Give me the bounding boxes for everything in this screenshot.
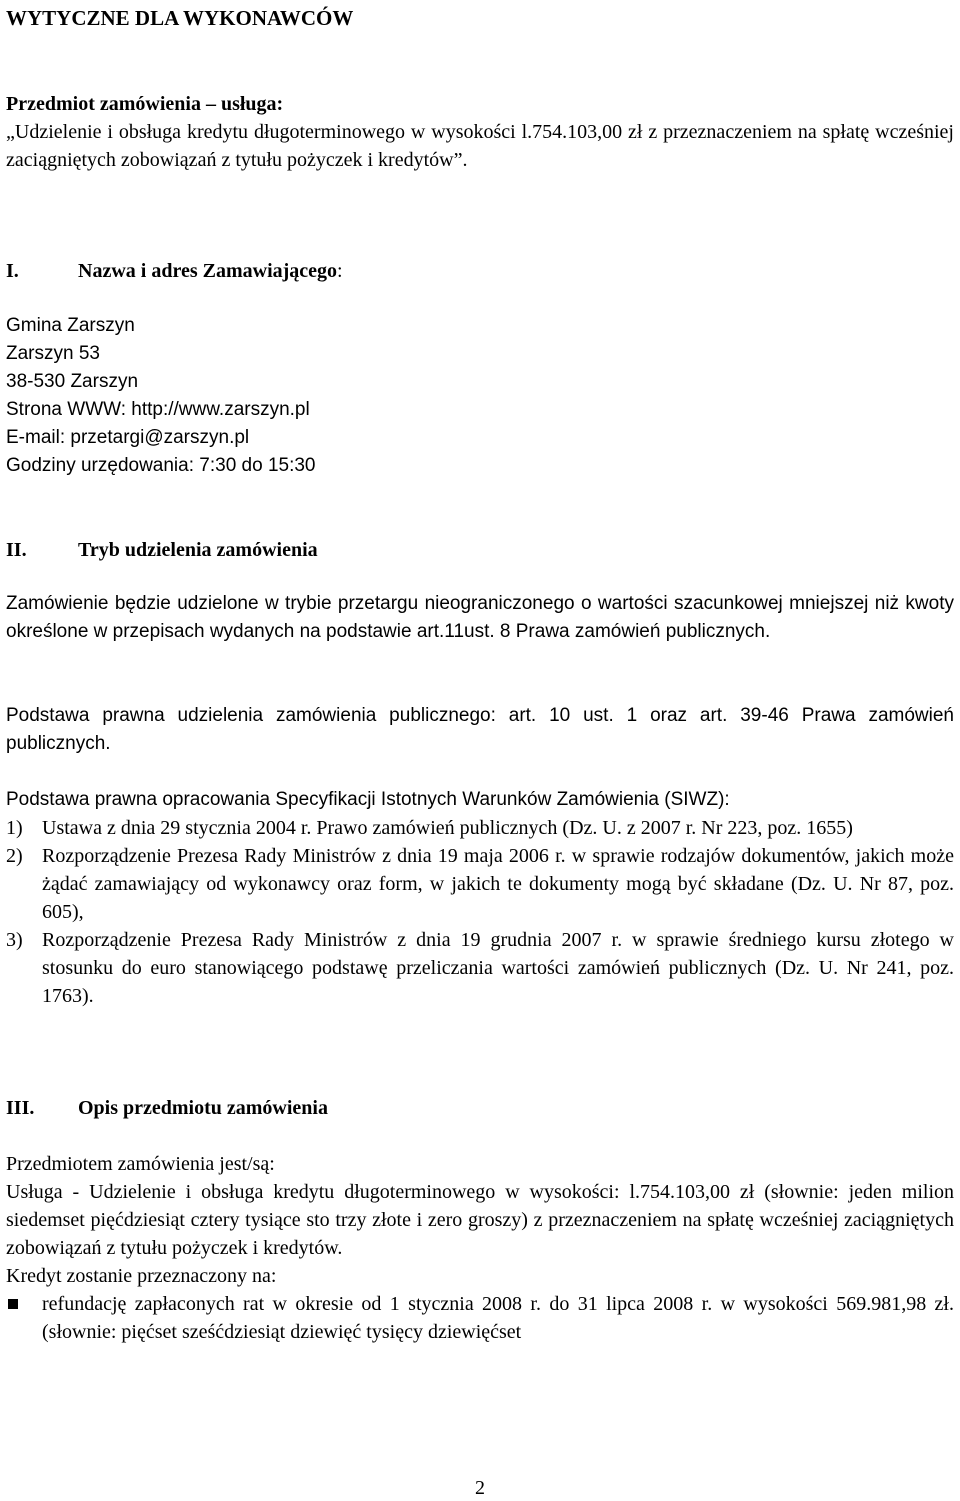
credit-purpose-label: Kredyt zostanie przeznaczony na: <box>6 1265 277 1287</box>
subject-intro: Przedmiotem zamówienia jest/są: <box>6 1153 275 1175</box>
subject-label: Przedmiot zamówienia – usługa: <box>6 93 284 115</box>
website-line: Strona WWW: http://www.zarszyn.pl <box>6 399 310 420</box>
procedure-paragraph: Zamówienie będzie udzielone w trybie przetargu nieograniczonego o wartości szacunkowej mniejszej niż kwoty określone w przepisach wydanych na podstawie art.11ust. 8 Prawa zamówień publicznych. <box>6 593 954 642</box>
credit-purpose-list <box>6 1290 954 1346</box>
list-item-text: Rozporządzenie Prezesa Rady Ministrów z dnia 19 maja 2006 r. w sprawie rodzajów dokumentów, jakich może żądać zamawiający od wykonawcy oraz form, w jakich te dokumenty mogą być składane (Dz. U. Nr 87, poz. 605), <box>42 845 954 923</box>
section-number: III. <box>6 1097 35 1119</box>
list-item-text: Ustawa z dnia 29 stycznia 2004 r. Prawo zamówień publicznych (Dz. U. z 2007 r. Nr 223, poz. 1655) <box>42 817 853 839</box>
address-line: Zarszyn 53 <box>6 343 100 364</box>
address-line: 38-530 Zarszyn <box>6 371 139 392</box>
page-number: 2 <box>475 1477 485 1499</box>
section-number: I. <box>6 260 19 282</box>
list-item-number: 1) <box>6 817 23 839</box>
section-title: Nazwa i adres Zamawiającego <box>78 260 338 282</box>
section-3-heading <box>6 1094 954 1122</box>
list-item-number: 2) <box>6 845 23 867</box>
contracting-authority-address <box>6 312 954 480</box>
section-number: II. <box>6 539 27 561</box>
service-description: Usługa - Udzielenie i obsługa kredytu długoterminowego w wysokości: l.754.103,00 zł (słownie: jeden milion siedemset pięćdziesiąt cztery tysiące sto trzy złote i zero groszy) z przeznaczeniem na spłatę wcześniej zaciągniętych zobowiązań z tytułu pożyczek i kredytów. <box>6 1181 954 1259</box>
document-title: WYTYCZNE DLA WYKONAWCÓW <box>6 6 354 30</box>
list-item-number: 3) <box>6 929 23 951</box>
section-title: Opis przedmiotu zamówienia <box>78 1097 328 1119</box>
section-1-heading <box>6 257 954 285</box>
section-2-heading <box>6 536 954 564</box>
section-title-suffix: : <box>337 260 343 282</box>
list-item <box>6 1290 954 1346</box>
subject-description-block <box>6 1150 954 1346</box>
list-item <box>6 842 954 926</box>
email-line: E-mail: przetargi@zarszyn.pl <box>6 427 250 448</box>
list-item <box>6 814 954 842</box>
section-title: Tryb udzielenia zamówienia <box>78 539 318 561</box>
legal-acts-list <box>6 814 954 1010</box>
subject-text: „Udzielenie i obsługa kredytu długoterminowego w wysokości l.754.103,00 zł z przeznaczeniem na spłatę wcześniej zaciągniętych zobowiązań z tytułu pożyczek i kredytów”. <box>6 121 954 171</box>
list-item-text: Rozporządzenie Prezesa Rady Ministrów z dnia 19 grudnia 2007 r. w sprawie średniego kursu złotego w stosunku do euro stanowiącego podstawę przeliczania wartości zamówień publicznych (Dz. U. Nr 241, poz. 1763). <box>42 929 954 1007</box>
subject-block <box>6 90 954 174</box>
legal-basis-paragraph: Podstawa prawna udzielenia zamówienia publicznego: art. 10 ust. 1 oraz art. 39-46 Prawa zamówień publicznych. <box>6 705 954 754</box>
list-item <box>6 926 954 1010</box>
siwz-basis-paragraph: Podstawa prawna opracowania Specyfikacji Istotnych Warunków Zamówienia (SIWZ): <box>6 789 730 810</box>
list-item-text: refundację zapłaconych rat w okresie od 1 stycznia 2008 r. do 31 lipca 2008 r. w wysokości 569.981,98 zł. (słownie: pięćset sześćdziesiąt dziewięć tysięcy dziewięćset <box>42 1293 954 1343</box>
address-line: Gmina Zarszyn <box>6 315 135 336</box>
square-bullet-icon <box>8 1299 18 1309</box>
office-hours-line: Godziny urzędowania: 7:30 do 15:30 <box>6 455 316 476</box>
